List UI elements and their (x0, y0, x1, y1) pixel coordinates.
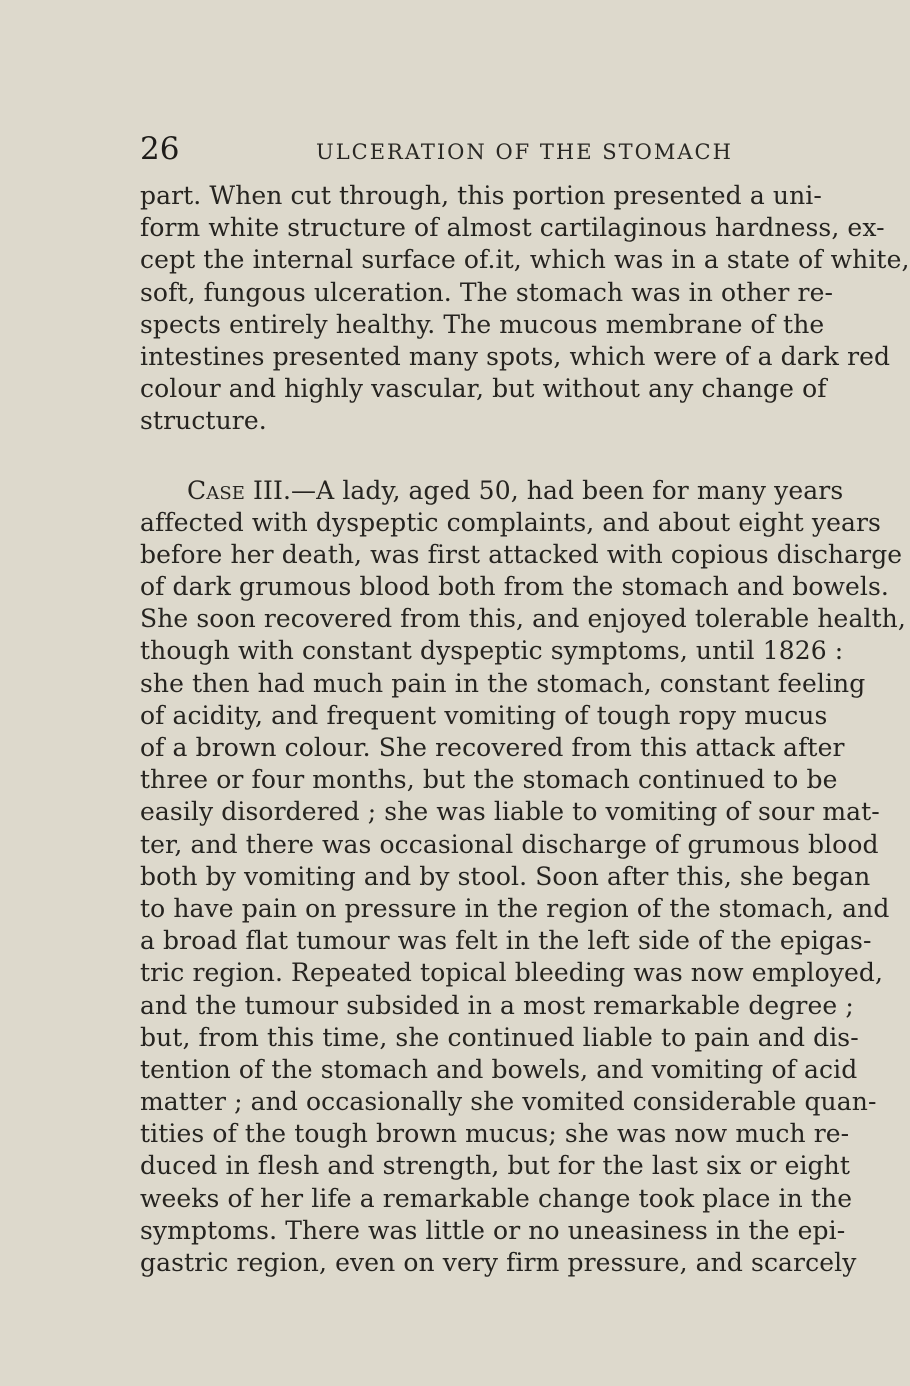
text-line (140, 475, 844, 507)
text-line: gastric region, even on very firm pressure, and scarcely (140, 1248, 857, 1277)
text-line: to have pain on pressure in the region of the stomach, and (140, 893, 890, 923)
text-line: She soon recovered from this, and enjoyed tolerable health, (140, 604, 906, 634)
paragraph-gap (140, 438, 768, 475)
text-line: ter, and there was occasional discharge of grumous blood (140, 829, 879, 859)
running-head: ULCERATION OF THE STOMACH (316, 140, 733, 164)
text-line: a broad flat tumour was felt in the left side of the epigas- (140, 926, 872, 956)
text-line: tities of the tough brown mucus; she was now much re- (140, 1119, 850, 1149)
text-line: she then had much pain in the stomach, constant feeling (140, 668, 866, 698)
text-line: though with constant dyspeptic symptoms, until 1826 : (140, 636, 844, 666)
text-line: part. When cut through, this portion presented a uni- (140, 181, 822, 210)
text-fragment: —A lady, aged 50, had been for many years (291, 475, 844, 505)
text-line: but, from this time, she continued liable to pain and dis- (140, 1022, 859, 1052)
text-line: of acidity, and frequent vomiting of tough ropy mucus (140, 700, 828, 730)
text-line: duced in flesh and strength, but for the last six or eight (140, 1151, 851, 1181)
text-line: symptoms. There was little or no uneasiness in the epi- (140, 1215, 846, 1245)
text-line: structure. (140, 406, 267, 436)
case-heading: Case III. (187, 475, 292, 505)
text-line: three or four months, but the stomach continued to be (140, 765, 838, 795)
text-line: form white structure of almost cartilaginous hardness, ex- (140, 213, 885, 243)
text-line: of dark grumous blood both from the stomach and bowels. (140, 572, 889, 602)
text-line: intestines presented many spots, which were of a dark red (140, 341, 891, 371)
page-number: 26 (140, 131, 180, 167)
text-line: cept the internal surface of.it, which was in a state of white, (140, 245, 910, 275)
text-line: affected with dyspeptic complaints, and about eight years (140, 507, 881, 537)
text-line: spects entirely healthy. The mucous membrane of the (140, 309, 825, 339)
text-line: and the tumour subsided in a most remarkable degree ; (140, 990, 854, 1020)
paragraph (140, 475, 906, 1280)
text-line: weeks of her life a remarkable change took place in the (140, 1183, 853, 1213)
text-line: easily disordered ; she was liable to vomiting of sour mat- (140, 797, 880, 827)
text-line: tention of the stomach and bowels, and vomiting of acid (140, 1054, 858, 1084)
text-line: both by vomiting and by stool. Soon after this, she began (140, 861, 871, 891)
paragraph (140, 180, 910, 438)
text-line: colour and highly vascular, but without any change of (140, 374, 827, 404)
text-line: before her death, was first attacked with copious discharge (140, 539, 903, 569)
text-line: matter ; and occasionally she vomited considerable quan- (140, 1087, 877, 1117)
page-header (140, 131, 760, 171)
body-text (140, 180, 910, 1279)
text-line: of a brown colour. She recovered from this attack after (140, 733, 845, 762)
text-line: soft, fungous ulceration. The stomach was in other re- (140, 277, 834, 307)
text-line: tric region. Repeated topical bleeding was now employed, (140, 958, 884, 988)
